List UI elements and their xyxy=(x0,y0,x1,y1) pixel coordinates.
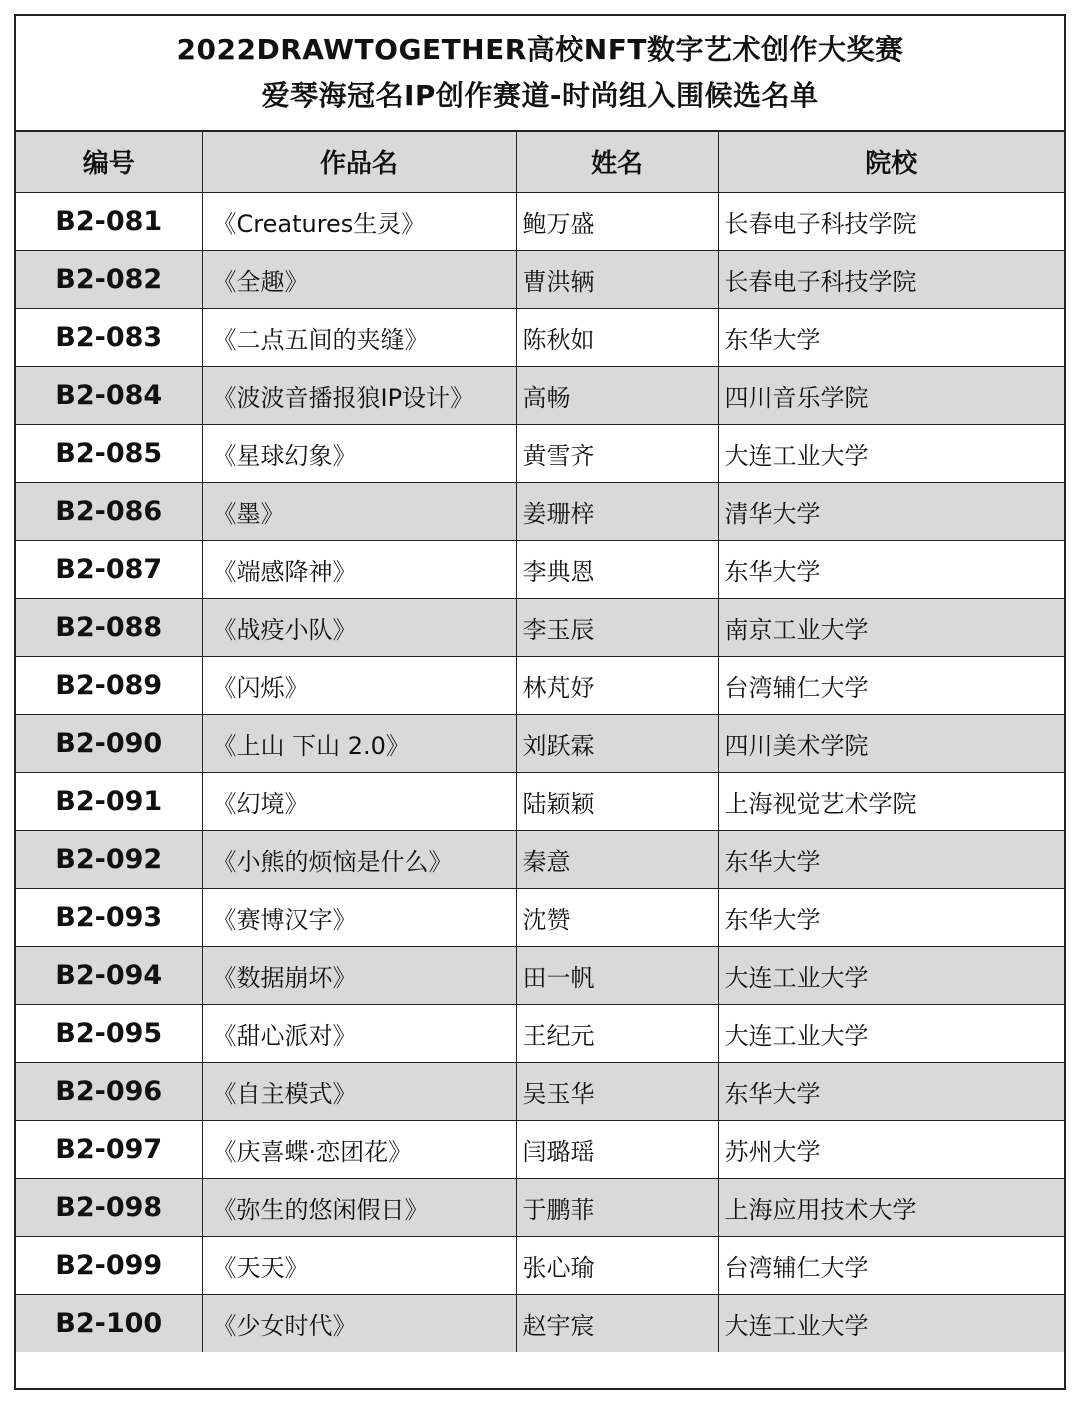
row-work-title: 《数据崩坏》 xyxy=(202,946,516,1004)
row-school: 大连工业大学 xyxy=(718,1004,1064,1062)
row-id: B2-084 xyxy=(16,366,202,424)
row-school: 东华大学 xyxy=(718,830,1064,888)
table-row xyxy=(16,1120,1064,1178)
table-row xyxy=(16,772,1064,830)
table-row xyxy=(16,714,1064,772)
table-row xyxy=(16,192,1064,250)
row-school: 上海视觉艺术学院 xyxy=(718,772,1064,830)
header-school: 院校 xyxy=(718,132,1064,192)
table-row xyxy=(16,598,1064,656)
row-id: B2-088 xyxy=(16,598,202,656)
row-work-title: 《Creatures生灵》 xyxy=(202,192,516,250)
table-row xyxy=(16,482,1064,540)
row-id: B2-087 xyxy=(16,540,202,598)
row-work-title: 《全趣》 xyxy=(202,250,516,308)
row-school: 台湾辅仁大学 xyxy=(718,1236,1064,1294)
row-work-title: 《上山 下山 2.0》 xyxy=(202,714,516,772)
table-row xyxy=(16,366,1064,424)
row-school: 大连工业大学 xyxy=(718,946,1064,1004)
row-work-title: 《波波音播报狼IP设计》 xyxy=(202,366,516,424)
row-id: B2-083 xyxy=(16,308,202,366)
row-id: B2-095 xyxy=(16,1004,202,1062)
row-work-title: 《星球幻象》 xyxy=(202,424,516,482)
table-row xyxy=(16,1178,1064,1236)
row-school: 上海应用技术大学 xyxy=(718,1178,1064,1236)
table-row xyxy=(16,888,1064,946)
row-school: 四川美术学院 xyxy=(718,714,1064,772)
row-school: 大连工业大学 xyxy=(718,424,1064,482)
row-name: 陆颖颖 xyxy=(516,772,718,830)
row-id: B2-098 xyxy=(16,1178,202,1236)
document-frame xyxy=(14,14,1066,1390)
row-school: 清华大学 xyxy=(718,482,1064,540)
row-name: 闫璐瑶 xyxy=(516,1120,718,1178)
row-id: B2-082 xyxy=(16,250,202,308)
row-work-title: 《少女时代》 xyxy=(202,1294,516,1352)
row-name: 陈秋如 xyxy=(516,308,718,366)
row-id: B2-085 xyxy=(16,424,202,482)
row-work-title: 《天天》 xyxy=(202,1236,516,1294)
table-row xyxy=(16,1062,1064,1120)
row-id: B2-096 xyxy=(16,1062,202,1120)
table-row xyxy=(16,424,1064,482)
row-name: 张心瑜 xyxy=(516,1236,718,1294)
row-name: 于鹏菲 xyxy=(516,1178,718,1236)
row-id: B2-100 xyxy=(16,1294,202,1352)
table-row xyxy=(16,1294,1064,1352)
row-name: 李典恩 xyxy=(516,540,718,598)
row-work-title: 《二点五间的夹缝》 xyxy=(202,308,516,366)
row-name: 曹洪辆 xyxy=(516,250,718,308)
row-name: 沈赞 xyxy=(516,888,718,946)
table-body xyxy=(16,192,1064,1352)
row-id: B2-092 xyxy=(16,830,202,888)
row-school: 东华大学 xyxy=(718,540,1064,598)
row-work-title: 《战疫小队》 xyxy=(202,598,516,656)
title-block xyxy=(16,16,1064,132)
row-work-title: 《墨》 xyxy=(202,482,516,540)
row-work-title: 《庆喜蝶·恋团花》 xyxy=(202,1120,516,1178)
row-id: B2-099 xyxy=(16,1236,202,1294)
row-id: B2-081 xyxy=(16,192,202,250)
table-row xyxy=(16,946,1064,1004)
row-name: 刘跃霖 xyxy=(516,714,718,772)
row-school: 东华大学 xyxy=(718,308,1064,366)
row-school: 苏州大学 xyxy=(718,1120,1064,1178)
row-id: B2-091 xyxy=(16,772,202,830)
title-line-1: 2022DRAWTOGETHER高校NFT数字艺术创作大奖赛 xyxy=(176,33,904,66)
header-work: 作品名 xyxy=(202,132,516,192)
row-work-title: 《闪烁》 xyxy=(202,656,516,714)
row-id: B2-089 xyxy=(16,656,202,714)
row-work-title: 《小熊的烦恼是什么》 xyxy=(202,830,516,888)
row-school: 东华大学 xyxy=(718,888,1064,946)
row-name: 高畅 xyxy=(516,366,718,424)
row-name: 秦意 xyxy=(516,830,718,888)
row-work-title: 《甜心派对》 xyxy=(202,1004,516,1062)
row-name: 林芃妤 xyxy=(516,656,718,714)
row-name: 吴玉华 xyxy=(516,1062,718,1120)
table-row xyxy=(16,1004,1064,1062)
row-name: 鲍万盛 xyxy=(516,192,718,250)
row-id: B2-090 xyxy=(16,714,202,772)
row-name: 姜珊梓 xyxy=(516,482,718,540)
row-school: 长春电子科技学院 xyxy=(718,250,1064,308)
row-school: 台湾辅仁大学 xyxy=(718,656,1064,714)
row-work-title: 《端感降神》 xyxy=(202,540,516,598)
header-id: 编号 xyxy=(16,132,202,192)
row-id: B2-094 xyxy=(16,946,202,1004)
table-row xyxy=(16,540,1064,598)
row-school: 东华大学 xyxy=(718,1062,1064,1120)
row-work-title: 《幻境》 xyxy=(202,772,516,830)
row-school: 南京工业大学 xyxy=(718,598,1064,656)
row-school: 长春电子科技学院 xyxy=(718,192,1064,250)
row-id: B2-086 xyxy=(16,482,202,540)
row-id: B2-097 xyxy=(16,1120,202,1178)
row-name: 王纪元 xyxy=(516,1004,718,1062)
row-name: 黄雪齐 xyxy=(516,424,718,482)
row-school: 大连工业大学 xyxy=(718,1294,1064,1352)
row-work-title: 《自主模式》 xyxy=(202,1062,516,1120)
row-name: 田一帆 xyxy=(516,946,718,1004)
row-name: 赵宇宸 xyxy=(516,1294,718,1352)
row-name: 李玉辰 xyxy=(516,598,718,656)
title-line-2: 爱琴海冠名IP创作赛道-时尚组入围候选名单 xyxy=(261,79,819,112)
table-row xyxy=(16,656,1064,714)
header-name: 姓名 xyxy=(516,132,718,192)
table-header-row xyxy=(16,132,1064,192)
row-work-title: 《弥生的悠闲假日》 xyxy=(202,1178,516,1236)
row-work-title: 《赛博汉字》 xyxy=(202,888,516,946)
row-school: 四川音乐学院 xyxy=(718,366,1064,424)
table-row xyxy=(16,830,1064,888)
table-row xyxy=(16,250,1064,308)
row-id: B2-093 xyxy=(16,888,202,946)
table-row xyxy=(16,1236,1064,1294)
candidate-table xyxy=(16,132,1064,1352)
table-row xyxy=(16,308,1064,366)
